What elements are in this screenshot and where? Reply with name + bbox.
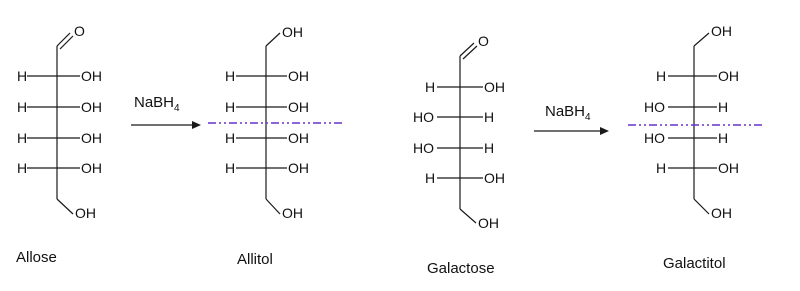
terminal-hydroxyl-label: OH	[478, 215, 499, 231]
terminal-bond	[57, 199, 73, 214]
row-left-label: HO	[413, 140, 434, 156]
aldehyde-double-bond	[463, 46, 477, 59]
row-right-label: OH	[81, 68, 102, 84]
arrowhead	[192, 121, 201, 129]
row-left-label: H	[225, 68, 236, 84]
terminal-hydroxyl-label: OH	[282, 205, 303, 221]
aldehyde-oxygen-label: O	[74, 23, 85, 39]
terminal-hydroxyl-label: OH	[711, 205, 732, 221]
row-left-label: H	[17, 160, 28, 176]
row-right-label: H	[718, 130, 729, 146]
row-left-label: H	[225, 99, 236, 115]
row-left-label: H	[17, 130, 28, 146]
terminal-bond	[266, 199, 280, 214]
row-right-label: H	[484, 109, 495, 125]
row-right-label: H	[484, 140, 495, 156]
reagent-label: NaBH$_4$	[545, 103, 591, 123]
row-right-label: OH	[288, 99, 309, 115]
molecule-name: Galactitol	[663, 255, 726, 272]
top-hydroxyl-label: OH	[711, 23, 732, 39]
molecule-allitol	[208, 24, 345, 268]
reaction-arrow-1	[131, 94, 201, 129]
top-hydroxyl-label: OH	[282, 24, 303, 40]
terminal-bond	[694, 199, 709, 214]
row-left-label: H	[425, 170, 436, 186]
row-left-label: HO	[644, 130, 665, 146]
reagent-label: NaBH$_4$	[134, 94, 180, 114]
molecule-allose	[16, 23, 102, 266]
row-right-label: OH	[718, 68, 739, 84]
aldehyde-bond	[460, 43, 474, 56]
row-right-label: OH	[718, 160, 739, 176]
molecule-name: Galactose	[427, 260, 495, 277]
row-right-label: OH	[288, 68, 309, 84]
row-left-label: H	[425, 79, 436, 95]
top-bond	[694, 33, 709, 46]
row-left-label: H	[17, 99, 28, 115]
row-left-label: H	[656, 68, 667, 84]
row-right-label: OH	[81, 160, 102, 176]
aldehyde-bond	[57, 33, 70, 46]
terminal-hydroxyl-label: OH	[75, 205, 96, 221]
top-bond	[266, 33, 280, 46]
row-right-label: OH	[81, 130, 102, 146]
row-left-label: H	[225, 160, 236, 176]
row-right-label: OH	[484, 170, 505, 186]
terminal-bond	[460, 209, 476, 223]
row-right-label: OH	[288, 160, 309, 176]
aldehyde-oxygen-label: O	[478, 33, 489, 49]
molecule-galactose	[413, 33, 505, 277]
reaction-arrow-2	[534, 103, 609, 135]
molecule-name: Allose	[16, 249, 57, 266]
molecule-name: Allitol	[237, 251, 273, 268]
row-left-label: HO	[644, 99, 665, 115]
row-right-label: OH	[288, 130, 309, 146]
aldehyde-double-bond	[60, 36, 73, 49]
row-left-label: H	[17, 68, 28, 84]
molecule-galactitol	[628, 23, 762, 272]
row-right-label: H	[718, 99, 729, 115]
row-right-label: OH	[484, 79, 505, 95]
row-right-label: OH	[81, 99, 102, 115]
row-left-label: H	[656, 160, 667, 176]
row-left-label: H	[225, 130, 236, 146]
arrowhead	[600, 127, 609, 135]
row-left-label: HO	[413, 109, 434, 125]
